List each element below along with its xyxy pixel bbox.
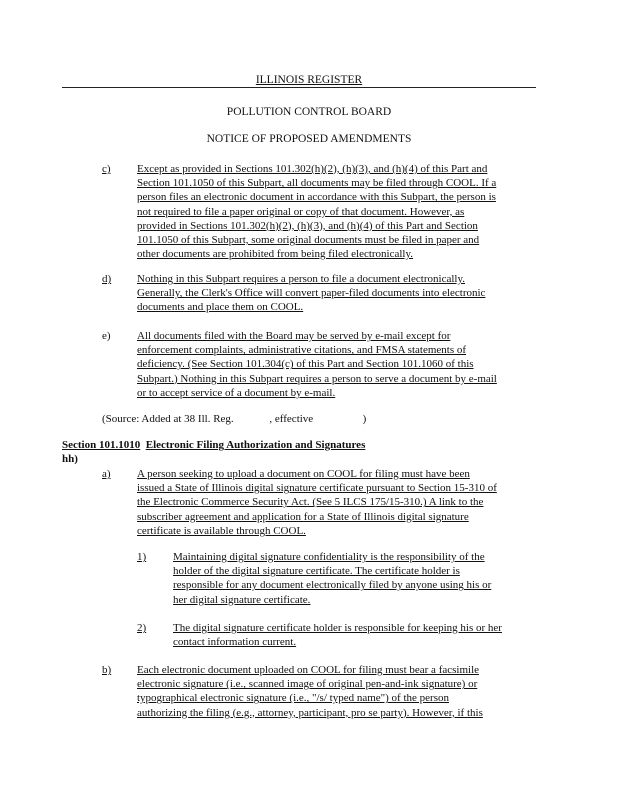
text-line: responsible for any document electronically filed by anyone using his or	[173, 579, 492, 592]
text-line: contact information current.	[173, 636, 297, 649]
para-d-text	[137, 272, 485, 315]
para-a2-label: 2)	[137, 622, 147, 634]
text-line: provided in Sections 101.302(h)(2), (h)(3), and (h)(4) of this Part and Section	[137, 219, 478, 232]
text-line: Nothing in this Subpart requires a person to file a document electronically.	[137, 273, 465, 285]
text-line: Subpart.) Nothing in this Subpart requires a person to serve a document by e-mail	[137, 372, 497, 385]
para-b-text	[137, 663, 483, 720]
text-line: certificate is available through COOL.	[137, 524, 306, 537]
text-line: other documents are prohibited from being filed electronically.	[137, 248, 414, 261]
text-line: enforcement complaints, administrative citations, and FMSA statements of	[137, 344, 467, 357]
para-c-label: c)	[102, 163, 111, 175]
section-title: Electronic Filing Authorization and Signatures	[145, 439, 366, 451]
text-line: All documents filed with the Board may be served by e-mail except for	[137, 330, 451, 342]
text-line: Section 101.1050 of this Subpart, all documents may be filed through COOL. If a	[137, 177, 497, 190]
source-note: (Source: Added at 38 Ill. Reg. , effective )	[102, 413, 367, 425]
text-line: The digital signature certificate holder is responsible for keeping his or her	[173, 622, 502, 634]
text-line: person files an electronic document in accordance with this Subpart, the person is	[137, 191, 496, 204]
header-rule	[62, 87, 536, 88]
section-number: Section 101.1010	[62, 439, 141, 451]
register-title: ILLINOIS REGISTER	[255, 74, 363, 86]
para-a1-text	[173, 550, 491, 607]
para-a2-text	[173, 621, 502, 649]
text-line: not required to file a paper original or copy of that document. However, as	[137, 205, 465, 218]
text-line: issued a State of Illinois digital signature certificate pursuant to Section 15-310 of	[137, 482, 497, 495]
notice-title: NOTICE OF PROPOSED AMENDMENTS	[206, 133, 412, 145]
text-line: A person seeking to upload a document on COOL for filing must have been	[137, 468, 470, 480]
para-e-text	[137, 329, 497, 400]
text-line: holder of the digital signature certificate. The certificate holder is	[173, 565, 460, 578]
text-line: Each electronic document uploaded on COOL for filing must bear a facsimile	[137, 664, 480, 676]
section-marker: hh)	[62, 453, 78, 465]
text-line: or to accept service of a document by e-mail.	[137, 386, 336, 399]
para-e-label: e)	[102, 330, 111, 342]
text-line: Except as provided in Sections 101.302(h)(2), (h)(3), and (h)(4) of this Part and	[137, 163, 488, 175]
para-a1-label: 1)	[137, 551, 147, 563]
para-b-label: b)	[102, 664, 112, 676]
para-a-text	[137, 467, 497, 538]
text-line: typographical electronic signature (i.e., "/s/ typed name") of the person	[137, 692, 449, 705]
text-line: deficiency. (See Section 101.304(c) of this Part and Section 101.1060 of this	[137, 358, 474, 371]
text-line: her digital signature certificate.	[173, 593, 311, 606]
text-line: 101.1050 of this Subpart, some original documents must be filed in paper and	[137, 234, 480, 247]
text-line: the Electronic Commerce Security Act. (See 5 ILCS 175/15-310.) A link to the	[137, 496, 484, 509]
text-line: Maintaining digital signature confidentiality is the responsibility of the	[173, 551, 485, 563]
para-a-label: a)	[102, 468, 111, 480]
para-c-text	[137, 162, 496, 261]
agency-title: POLLUTION CONTROL BOARD	[226, 106, 392, 118]
text-line: subscriber agreement and application for a State of Illinois digital signature	[137, 510, 469, 523]
text-line: documents and place them on COOL.	[137, 301, 304, 314]
text-line: authorizing the filing (e.g., attorney, participant, pro se party). However, if this	[137, 706, 483, 719]
section-heading	[62, 439, 365, 451]
para-d-label: d)	[102, 273, 112, 285]
text-line: Generally, the Clerk's Office will convert paper-filed documents into electronic	[137, 287, 486, 300]
text-line: electronic signature (i.e., scanned image of original pen-and-ink signature) or	[137, 678, 478, 691]
